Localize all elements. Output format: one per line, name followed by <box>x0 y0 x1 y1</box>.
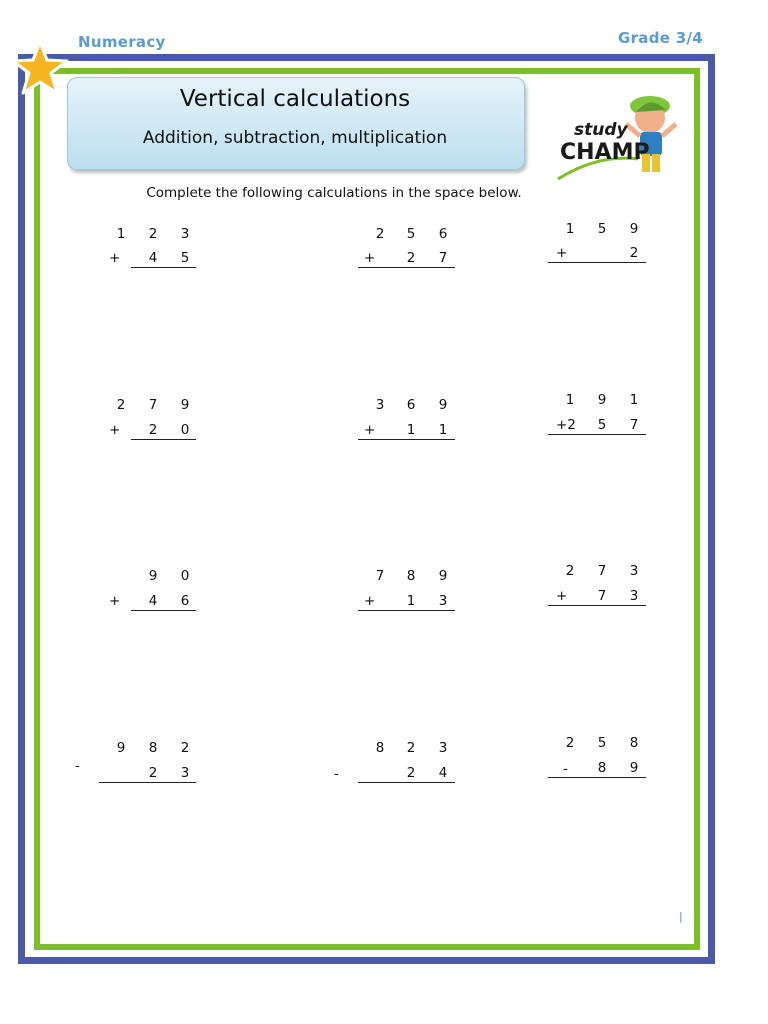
operator-sign: + <box>364 593 376 609</box>
top-digit: 8 <box>148 740 158 756</box>
top-digit: 8 <box>375 740 385 756</box>
top-digit: 3 <box>180 226 190 242</box>
top-digit: 7 <box>375 568 385 584</box>
top-digit: 2 <box>148 226 158 242</box>
answer-rule <box>358 267 455 268</box>
bottom-digit: 5 <box>180 250 190 266</box>
operator-sign: + <box>109 593 121 609</box>
answer-rule <box>131 267 196 268</box>
operator-sign: + <box>556 245 568 261</box>
top-digit: 6 <box>406 397 416 413</box>
bottom-digit: 5 <box>597 417 607 433</box>
operator-sign: - <box>563 761 568 777</box>
bottom-digit: 7 <box>629 417 639 433</box>
answer-rule <box>131 610 196 611</box>
top-digit: 2 <box>375 226 385 242</box>
top-digit: 2 <box>180 740 190 756</box>
operator-sign: + <box>109 422 121 438</box>
bottom-digit: 7 <box>438 250 448 266</box>
star-icon <box>10 40 70 96</box>
answer-rule <box>99 782 196 783</box>
top-digit: 9 <box>438 397 448 413</box>
operator-sign: + <box>556 588 568 604</box>
logo-text-study: study <box>574 120 628 140</box>
top-digit: 5 <box>597 221 607 237</box>
answer-rule <box>548 262 646 263</box>
top-digit: 2 <box>406 740 416 756</box>
bottom-digit: 4 <box>148 250 158 266</box>
operator-sign: - <box>334 766 339 782</box>
top-digit: 7 <box>597 563 607 579</box>
top-digit: 7 <box>148 397 158 413</box>
bottom-digit: 8 <box>597 760 607 776</box>
top-digit: 3 <box>438 740 448 756</box>
bottom-digit: 1 <box>406 593 416 609</box>
top-digit: 2 <box>565 563 575 579</box>
bottom-digit: 1 <box>406 422 416 438</box>
bottom-digit: 2 <box>148 422 158 438</box>
bottom-digit: 4 <box>148 593 158 609</box>
top-digit: 5 <box>406 226 416 242</box>
top-digit: 3 <box>629 563 639 579</box>
top-digit: 1 <box>629 392 639 408</box>
bottom-digit: 6 <box>180 593 190 609</box>
top-digit: 5 <box>597 735 607 751</box>
top-digit: 9 <box>180 397 190 413</box>
operator-sign: - <box>75 758 80 774</box>
worksheet-title: Vertical calculations <box>179 86 411 112</box>
bottom-digit: 2 <box>148 765 158 781</box>
answer-rule <box>358 782 455 783</box>
bottom-digit: 0 <box>180 422 190 438</box>
top-digit: 9 <box>148 568 158 584</box>
top-digit: 0 <box>180 568 190 584</box>
operator-sign: + <box>364 250 376 266</box>
subject-label: Numeracy <box>78 33 166 51</box>
logo-text-champ: CHAMP <box>560 140 650 165</box>
top-digit: 9 <box>597 392 607 408</box>
top-digit: 9 <box>438 568 448 584</box>
answer-rule <box>131 439 196 440</box>
answer-rule <box>548 777 646 778</box>
bottom-digit: 9 <box>629 760 639 776</box>
worksheet-subtitle: Addition, subtraction, multiplication <box>142 128 448 148</box>
answer-rule <box>548 434 646 435</box>
top-digit: 9 <box>116 740 126 756</box>
top-digit: 2 <box>116 397 126 413</box>
bottom-digit: 2 <box>406 765 416 781</box>
top-digit: 8 <box>406 568 416 584</box>
top-digit: 1 <box>565 221 575 237</box>
bottom-digit: 1 <box>438 422 448 438</box>
top-digit: 6 <box>438 226 448 242</box>
bottom-digit: 2 <box>629 245 639 261</box>
instructions: Complete the following calculations in the space below. <box>146 185 522 201</box>
bottom-digit: 7 <box>597 588 607 604</box>
bottom-digit: 3 <box>438 593 448 609</box>
top-digit: 3 <box>375 397 385 413</box>
bottom-digit: 3 <box>180 765 190 781</box>
top-digit: 2 <box>565 735 575 751</box>
page-mark: | <box>679 910 683 923</box>
bottom-digit: 4 <box>438 765 448 781</box>
answer-rule <box>358 439 455 440</box>
bottom-digit: 3 <box>629 588 639 604</box>
bottom-digit: 2 <box>406 250 416 266</box>
top-digit: 1 <box>116 226 126 242</box>
operator-sign: + <box>364 422 376 438</box>
answer-rule <box>358 610 455 611</box>
top-digit: 9 <box>629 221 639 237</box>
top-digit: 1 <box>565 392 575 408</box>
grade-label: Grade 3/4 <box>618 29 704 47</box>
answer-rule <box>548 605 646 606</box>
operator-sign: + <box>109 250 121 266</box>
top-digit: 8 <box>629 735 639 751</box>
operator-sign: +2 <box>556 417 576 433</box>
